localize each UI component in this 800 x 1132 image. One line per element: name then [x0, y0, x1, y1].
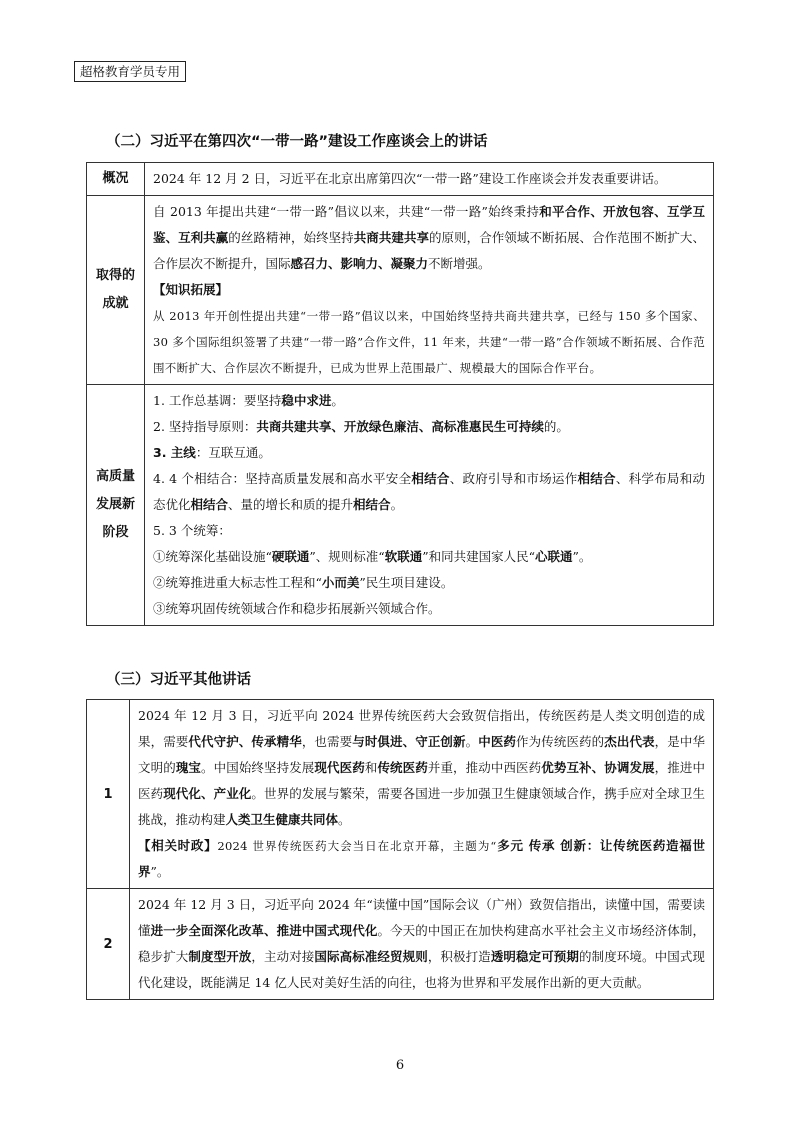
speech-cell: [130, 889, 714, 1000]
bri-speech-table: [86, 162, 714, 626]
section-2-title: （二）习近平在第四次“一带一路”建设工作座谈会上的讲话: [106, 134, 488, 150]
row-number: 2: [87, 889, 130, 1000]
row-number: 1: [87, 700, 130, 889]
overview-label: 概况: [87, 163, 145, 196]
overview-text: 2024 年 12 月 2 日，习近平在北京出席第四次“一带一路”建设工作座谈会并发表重要讲话。: [153, 171, 667, 186]
high-quality-stage-row: [87, 385, 714, 626]
stage-label-line-3: 阶段: [102, 525, 129, 540]
stage-label-line-1: 高质量: [95, 469, 135, 484]
speech-paragraph: 2024 年 12 月 3 日，习近平向 2024 年“读懂中国”国际会议（广州）致贺信指出，读懂中国，需要读懂进一步全面深化改革、推进中国式现代化。今天的中国正在加快构建高水平社会主义市场经济体制，稳步扩大制度型开放，主动对接国际高标准经贸规则，积极打造透明稳定可预期的制度环境。中国式现代化建设，既能满足 14 亿人民对美好生活的向往，也将为世界和平发展作出新的更大贡献。: [138, 897, 705, 990]
stage-label: [87, 385, 145, 626]
achievements-label-line-1: 取得的: [95, 268, 135, 283]
knowledge-extension-text: 从 2013 年开创性提出共建“一带一路”倡议以来，中国始终坚持共商共建共享，已经与 150 多个国家、30 多个国际组织签署了共建“一带一路”合作文件，11 年来，共建“一带一路”合作领域不断拓展、合作范围不断扩大、合作层次不断提升，已成为世界上范围最广、规模最大的国际合作平台。: [153, 309, 705, 375]
table-row: [87, 700, 714, 889]
speech-cell: [130, 700, 714, 889]
stage-item-2: 2. 坚持指导原则：共商共建共享、开放绿色廉洁、高标准惠民生可持续的。: [153, 419, 569, 434]
coordination-item-1: ①统筹深化基础设施“硬联通”、规则标准“软联通”和同共建国家人民“心联通”。: [153, 549, 592, 564]
achievements-label: [87, 196, 145, 385]
achievements-paragraph: 自 2013 年提出共建“一带一路”倡议以来，共建“一带一路”始终秉持和平合作、开放包容、互学互鉴、互利共赢的丝路精神，始终坚持共商共建共享的原则，合作领域不断拓展、合作范围不断扩大、合作层次不断提升，国际感召力、影响力、凝聚力不断增强。: [153, 204, 705, 271]
related-news: 【相关时政】2024 世界传统医药大会当日在北京开幕，主题为“多元 传承 创新：让传统医药造福世界”。: [138, 838, 705, 879]
other-speeches-table: [86, 699, 714, 1000]
achievements-cell: [145, 196, 714, 385]
achievements-row: [87, 196, 714, 385]
table-row: [87, 889, 714, 1000]
stage-label-line-2: 发展新: [95, 497, 135, 512]
coordination-item-3: ③统筹巩固传统领域合作和稳步拓展新兴领域合作。: [153, 601, 441, 616]
stage-item-3: 3. 主线：互联互通。: [153, 445, 271, 460]
knowledge-extension-heading: 【知识拓展】: [153, 282, 229, 297]
overview-row: [87, 163, 714, 196]
page-number: 6: [395, 1058, 405, 1073]
speech-paragraph: 2024 年 12 月 3 日，习近平向 2024 世界传统医药大会致贺信指出，传统医药是人类文明创造的成果，需要代代守护、传承精华，也需要与时俱进、守正创新。中医药作为传统医药的杰出代表，是中华文明的瑰宝。中国始终坚持发展现代医药和传统医药并重，推动中西医药优势互补、协调发展，推进中医药现代化、产业化。世界的发展与繁荣，需要各国进一步加强卫生健康领域合作，携手应对全球卫生挑战，推动构建人类卫生健康共同体。: [138, 708, 705, 827]
achievements-label-line-2: 成就: [102, 296, 129, 311]
stage-item-4: 4. 4 个相结合：坚持高质量发展和高水平安全相结合、政府引导和市场运作相结合、科学布局和动态优化相结合、量的增长和质的提升相结合。: [153, 471, 705, 512]
overview-cell: [145, 163, 714, 196]
section-3-title: （三）习近平其他讲话: [106, 672, 251, 688]
coordination-item-2: ②统筹推进重大标志性工程和“小而美”民生项目建设。: [153, 575, 454, 590]
stage-item-5: 5. 3 个统筹：: [153, 523, 231, 538]
stage-item-1: 1. 工作总基调：要坚持稳中求进。: [153, 393, 344, 408]
student-only-badge: 超格教育学员专用: [74, 61, 186, 82]
stage-cell: [145, 385, 714, 626]
